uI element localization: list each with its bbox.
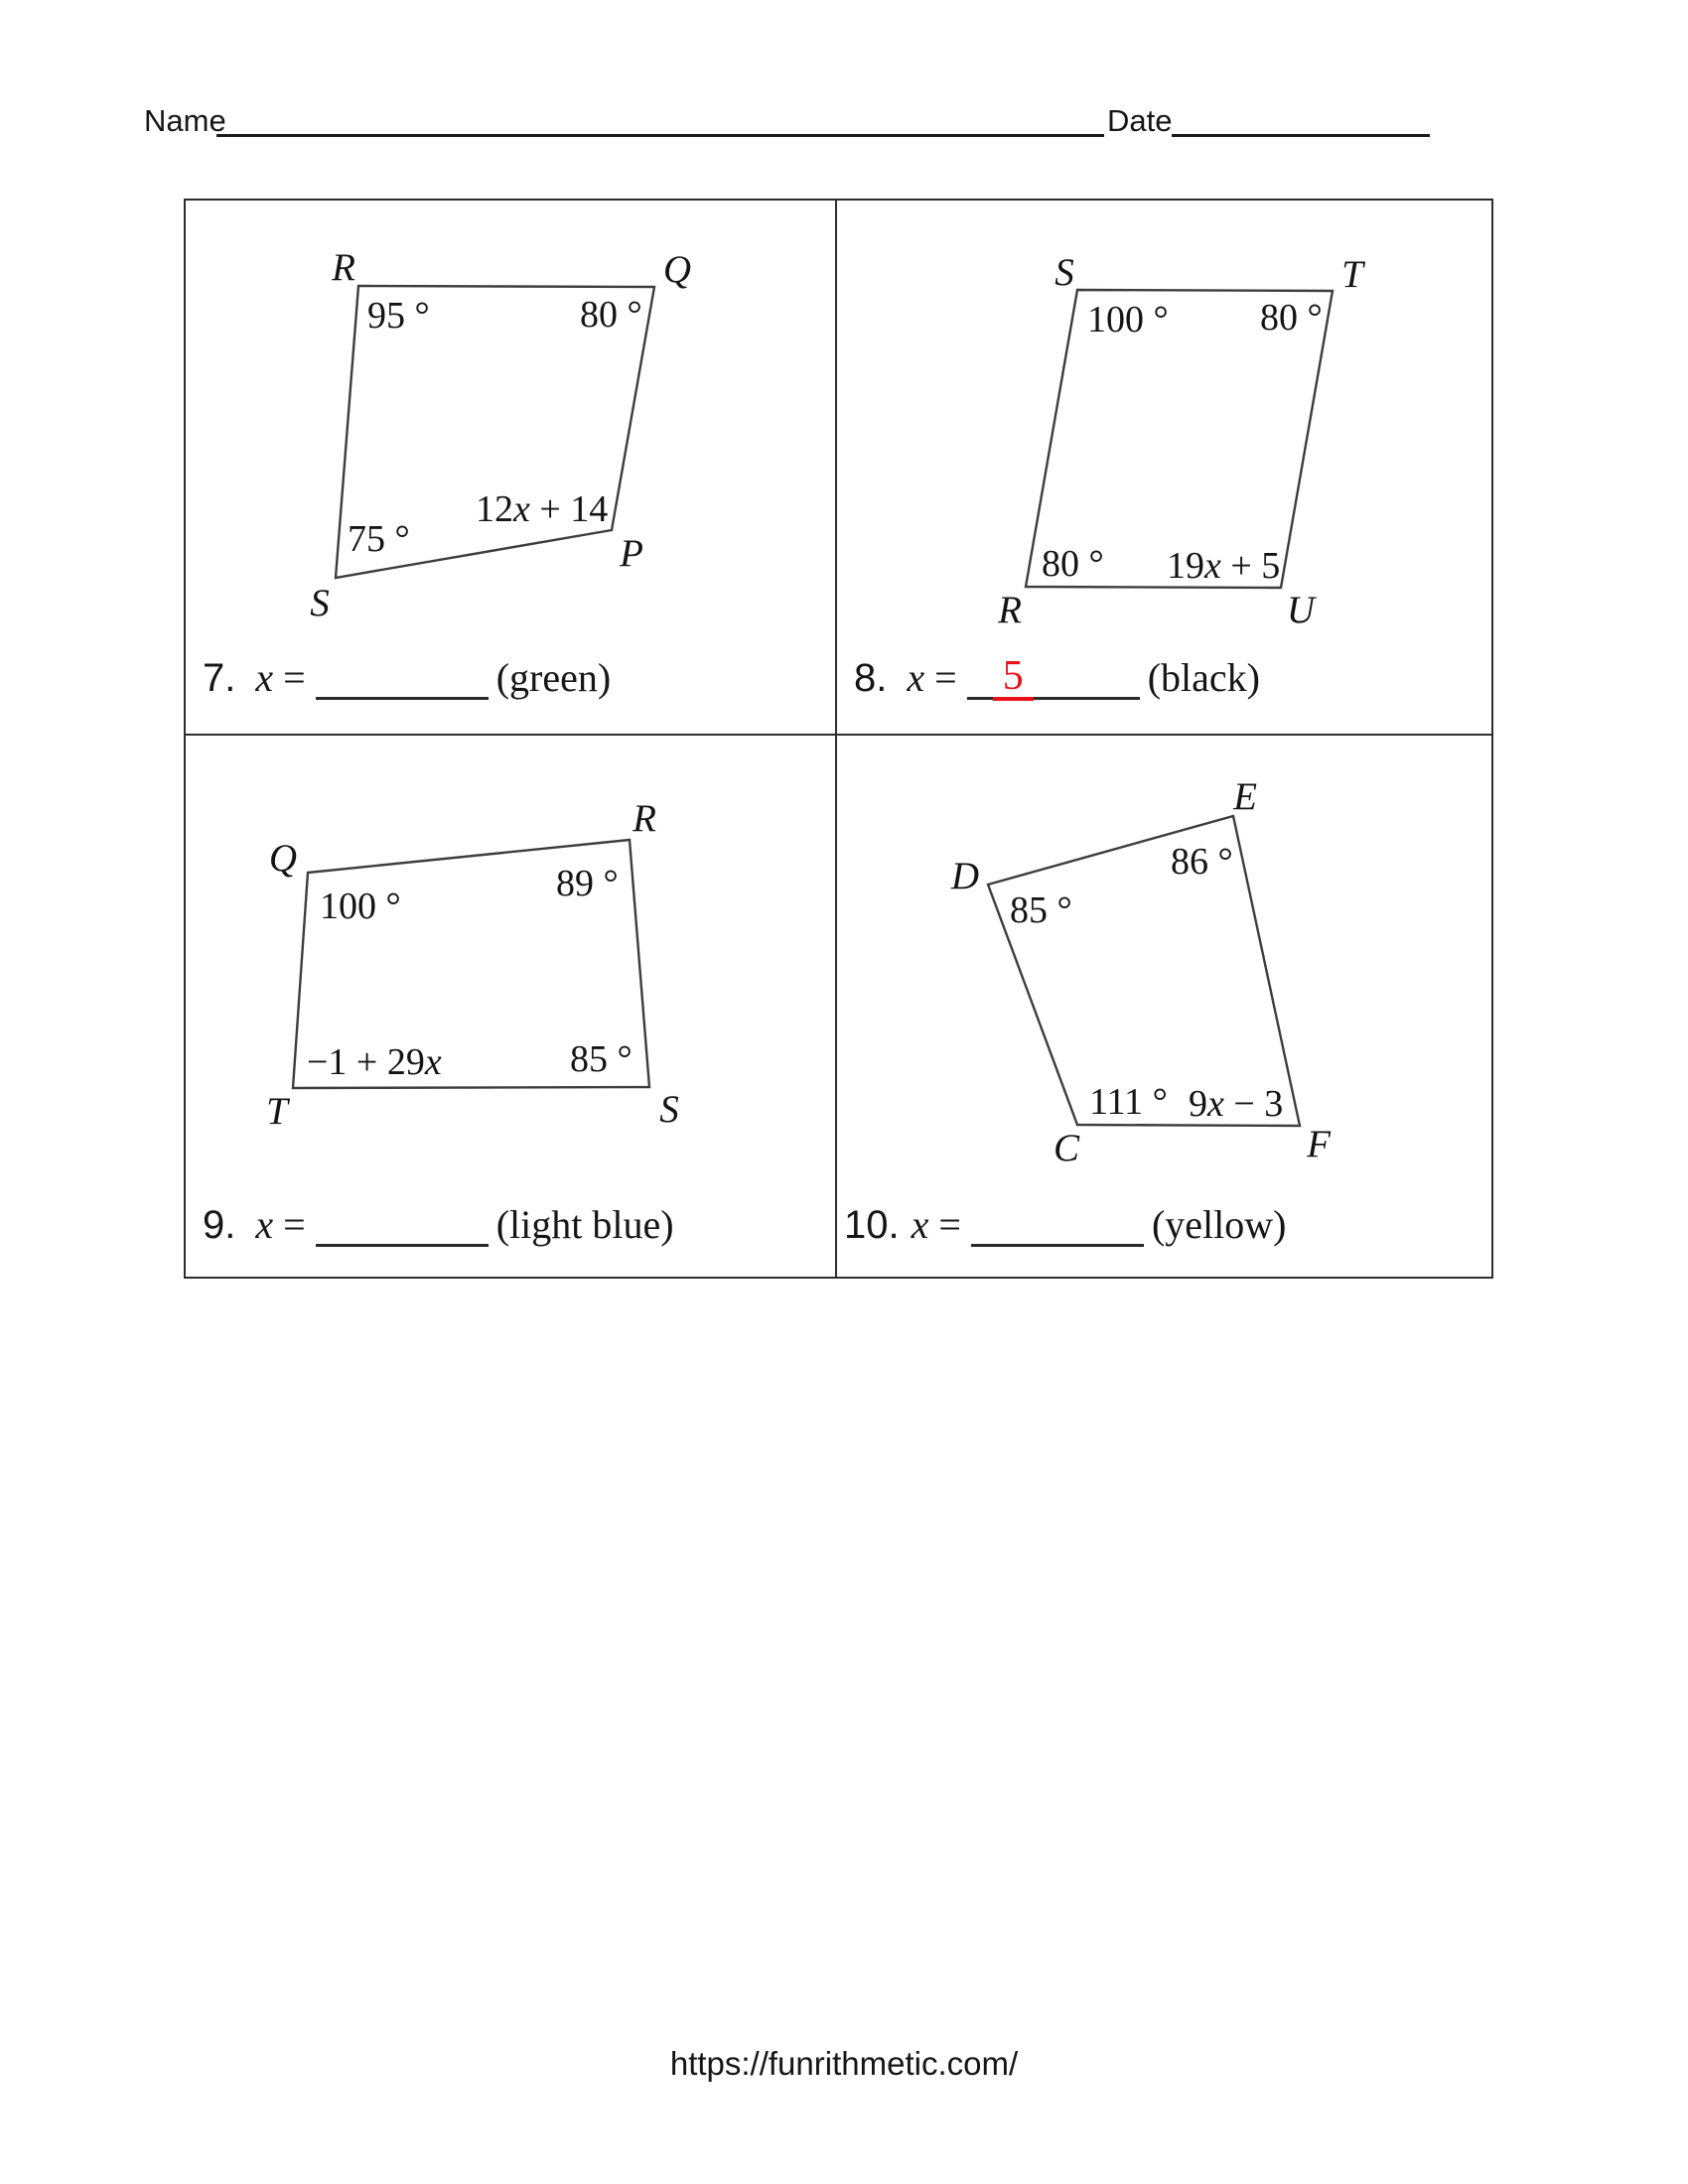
name-label: Name [144,103,226,138]
problem-number: 9. [203,1203,236,1247]
problem-9-cell [186,736,837,1277]
angle-label: 85 ° [570,1038,633,1080]
angle-label: 80 ° [1042,543,1104,585]
answer-line [203,1203,674,1247]
vertex-label: S [310,582,330,624]
quadrilateral-outline [988,816,1300,1126]
vertex-label: C [1053,1127,1080,1169]
problem-10-cell [837,736,1491,1277]
answer-blank [316,689,489,700]
color-note: (black) [1147,655,1260,700]
answer-variable: x [911,1202,929,1247]
angle-label: 86 ° [1171,841,1233,883]
vertex-label: U [1286,589,1316,631]
problem-number: 7. [203,656,236,700]
equals-sign: = [283,1202,306,1247]
angle-label: 75 ° [348,518,410,560]
vertex-label: T [266,1090,288,1133]
problem-number: 8. [854,656,888,700]
problem-number: 10. [844,1203,900,1247]
worksheet-grid [184,199,1493,1279]
angle-label: 100 ° [320,886,401,927]
vertex-label: R [998,589,1022,631]
vertex-label: Q [662,248,692,291]
answer-line [203,656,611,700]
equals-sign: = [283,655,306,700]
angle-label: 80 ° [580,294,642,336]
vertex-label: S [659,1088,679,1131]
vertex-label: S [1055,251,1074,294]
vertex-label: T [1341,253,1363,296]
answer-blank [967,653,1140,700]
angle-label: 111 ° [1089,1081,1168,1123]
problem-7-cell [186,201,837,736]
angle-label: 85 ° [1010,889,1072,931]
footer-url: https://funrithmetic.com/ [669,2045,1019,2082]
vertex-label: F [1307,1123,1331,1165]
color-note: (yellow) [1151,1202,1287,1247]
answer-blank [971,1236,1144,1247]
equals-sign: = [938,1202,961,1247]
vertex-label: R [633,797,656,840]
vertex-label: P [620,532,643,575]
vertex-label: Q [268,837,298,880]
answer-blank [316,1236,489,1247]
angle-label: 80 ° [1260,297,1323,339]
angle-label: −1 + 29x [307,1041,442,1083]
angle-label: 95 ° [367,295,430,337]
answer-variable: x [255,1202,274,1247]
angle-label: 89 ° [556,863,619,904]
color-note: (green) [495,655,612,700]
angle-label: 9x − 3 [1189,1083,1284,1125]
equals-sign: = [934,655,957,700]
vertex-label: D [950,855,980,897]
quadrilateral-figure-DECF [837,736,1492,1281]
answer-line [844,1203,1286,1247]
problem-8-cell [837,201,1491,736]
vertex-label: E [1233,775,1257,818]
name-blank-line [216,134,1104,137]
color-note: (light blue) [495,1202,674,1247]
angle-label: 100 ° [1087,299,1169,341]
date-blank-line [1172,134,1430,137]
angle-label: 12x + 14 [476,488,609,530]
date-label: Date [1107,103,1173,138]
answer-line [854,653,1260,700]
answer-value: 5 [993,655,1034,701]
quadrilateral-figure-QRST [186,736,837,1281]
angle-label: 19x + 5 [1167,545,1281,587]
answer-variable: x [255,655,274,700]
vertex-label: R [332,246,355,289]
answer-variable: x [907,655,925,700]
